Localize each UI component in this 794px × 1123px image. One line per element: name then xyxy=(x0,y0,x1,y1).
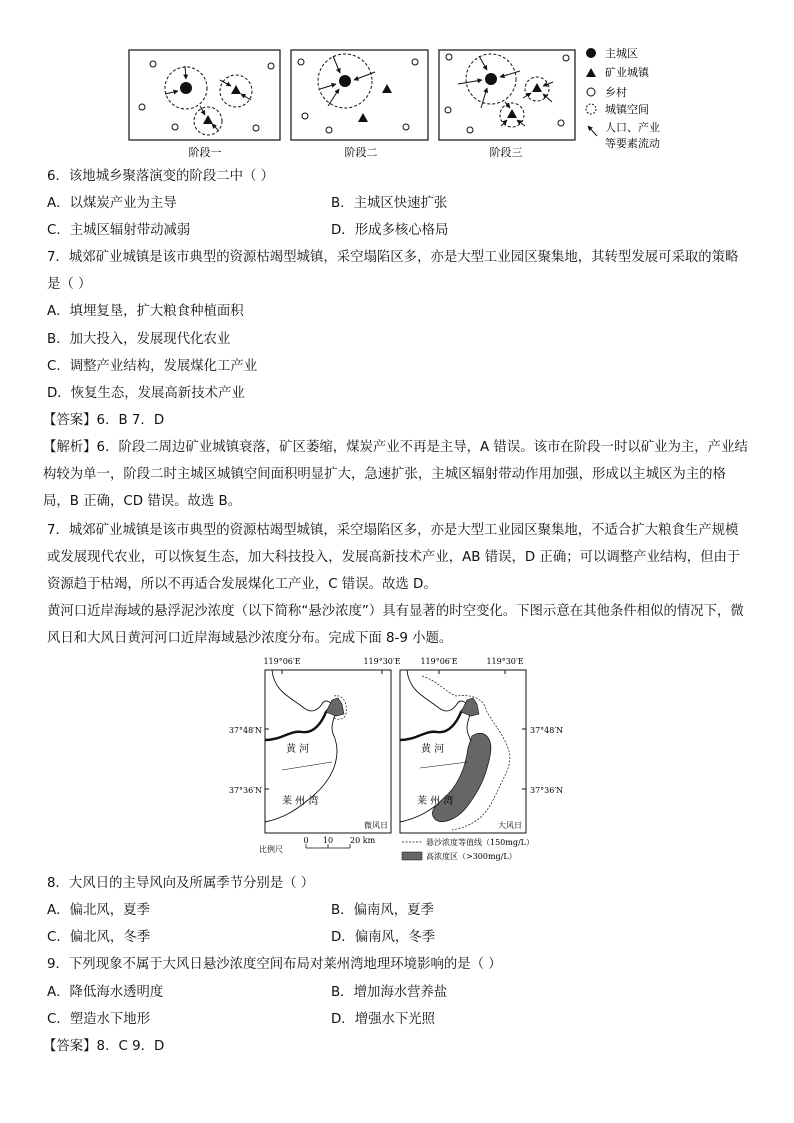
svg-text:等要素流动: 等要素流动 xyxy=(605,137,660,150)
q8-option-d: D．偏南风，冬季 xyxy=(331,930,436,945)
stage-2-label: 阶段二 xyxy=(344,146,378,159)
svg-text:微风日: 微风日 xyxy=(364,821,388,830)
q9-option-d: D．增强水下光照 xyxy=(331,1012,436,1027)
stage-2-panel xyxy=(291,50,428,140)
map-gale-day xyxy=(400,670,526,833)
stage-diagram xyxy=(125,44,670,162)
svg-text:0: 0 xyxy=(303,836,309,845)
svg-text:黄 河: 黄 河 xyxy=(421,744,445,755)
q6-option-b: B．主城区快速扩张 xyxy=(331,196,448,211)
svg-text:119°06′E: 119°06′E xyxy=(420,657,458,666)
svg-text:119°06′E: 119°06′E xyxy=(263,657,301,666)
q7-option-c: C．调整产业结构，发展煤化工产业 xyxy=(47,359,258,374)
svg-text:10: 10 xyxy=(322,836,334,845)
stage-legend xyxy=(586,47,660,150)
svg-text:119°30′E: 119°30′E xyxy=(486,657,524,666)
svg-text:乡村: 乡村 xyxy=(605,86,627,99)
svg-text:主城区: 主城区 xyxy=(605,47,638,60)
question-9-stem: 9．下列现象不属于大风日悬沙浓度空间布局对莱州湾地理环境影响的是（ ） xyxy=(47,957,502,972)
q8-option-c: C．偏北风，冬季 xyxy=(47,930,151,945)
svg-text:莱 州 湾: 莱 州 湾 xyxy=(282,796,319,807)
q7-option-d: D．恢复生态，发展高新技术产业 xyxy=(47,386,245,401)
stage-1-panel xyxy=(129,50,280,140)
question-8-stem: 8．大风日的主导风向及所属季节分别是（ ） xyxy=(47,876,315,891)
q8-option-a: A．偏北风，夏季 xyxy=(47,903,150,918)
svg-text:人口、产业: 人口、产业 xyxy=(605,121,660,134)
passage-intro: 黄河口近岸海域的悬浮泥沙浓度（以下简称“悬沙浓度”）具有显著的时空变化。下图示意在其他条件相似的情况下，微风日和大风日黄河河口近岸海域悬沙浓度分布。完成下面 8-9 小题。 xyxy=(47,604,744,646)
svg-text:37°48′N: 37°48′N xyxy=(228,726,262,735)
svg-text:20 km: 20 km xyxy=(350,836,376,845)
svg-text:矿业城镇: 矿业城镇 xyxy=(605,66,649,79)
estuary-maps xyxy=(222,652,564,867)
svg-text:119°30′E: 119°30′E xyxy=(363,657,401,666)
q9-option-b: B．增加海水营养盐 xyxy=(331,985,448,1000)
q9-option-a: A．降低海水透明度 xyxy=(47,985,164,1000)
svg-text:37°36′N: 37°36′N xyxy=(530,786,564,795)
analysis-6: 【解析】6．阶段二周边矿业城镇衰落，矿区萎缩，煤炭产业不再是主导，A 错误。该市在阶段一时以矿业为主，产业结构较为单一，阶段二时主城区城镇空间面积明显扩大，急速扩张，主城区辐射带动作用加强，形成以主城区为主的格局，B 正确，CD 错误。故选 B。 xyxy=(43,440,748,509)
svg-text:高浓度区（>300mg/L）: 高浓度区（>300mg/L） xyxy=(426,852,517,861)
svg-text:37°36′N: 37°36′N xyxy=(228,786,262,795)
scale-bar xyxy=(259,836,376,854)
q6-option-c: C．主城区辐射带动减弱 xyxy=(47,223,191,238)
stage-3-label: 阶段三 xyxy=(489,146,523,159)
svg-text:比例尺: 比例尺 xyxy=(259,845,283,854)
stage-3-panel xyxy=(439,50,575,140)
svg-text:悬沙浓度等值线（150mg/L）: 悬沙浓度等值线（150mg/L） xyxy=(426,838,534,847)
svg-text:莱 州 湾: 莱 州 湾 xyxy=(417,796,454,807)
answer-8-9: 【答案】8．C 9．D xyxy=(43,1039,165,1054)
analysis-7: 7．城郊矿业城镇是该市典型的资源枯竭型城镇，采空塌陷区多，亦是大型工业园区聚集地，不适合扩大粮食生产规模或发展现代农业，可以恢复生态，加大科技投入，发展高新技术产业，AB 错误，D 正确；可以调整产业结构，但由于资源趋于枯竭，所以不再适合发展煤化工产业，C 错误。故选 D。 xyxy=(47,523,741,592)
q6-option-d: D．形成多核心格局 xyxy=(331,223,449,238)
main-city-dot xyxy=(180,82,192,94)
q7-option-a: A．填埋复垦，扩大粮食种植面积 xyxy=(47,304,244,319)
map-legend xyxy=(402,837,534,861)
question-6-stem: 6．该地城乡聚落演变的阶段二中（ ） xyxy=(47,169,275,184)
q8-option-b: B．偏南风，夏季 xyxy=(331,903,434,918)
svg-text:黄 河: 黄 河 xyxy=(286,744,310,755)
stage-1-label: 阶段一 xyxy=(188,146,222,159)
svg-text:大风日: 大风日 xyxy=(498,821,522,830)
q7-option-b: B．加大投入，发展现代化农业 xyxy=(47,332,231,347)
question-7-stem: 7．城郊矿业城镇是该市典型的资源枯竭型城镇，采空塌陷区多，亦是大型工业园区聚集地，其转型发展可采取的策略是（ ） xyxy=(47,250,739,292)
map-breeze-day xyxy=(265,670,391,833)
q9-option-c: C．塑造水下地形 xyxy=(47,1012,151,1027)
svg-text:37°48′N: 37°48′N xyxy=(530,726,564,735)
q6-option-a: A．以煤炭产业为主导 xyxy=(47,196,177,211)
svg-text:城镇空间: 城镇空间 xyxy=(605,103,649,116)
answer-6-7: 【答案】6．B 7．D xyxy=(43,413,165,428)
